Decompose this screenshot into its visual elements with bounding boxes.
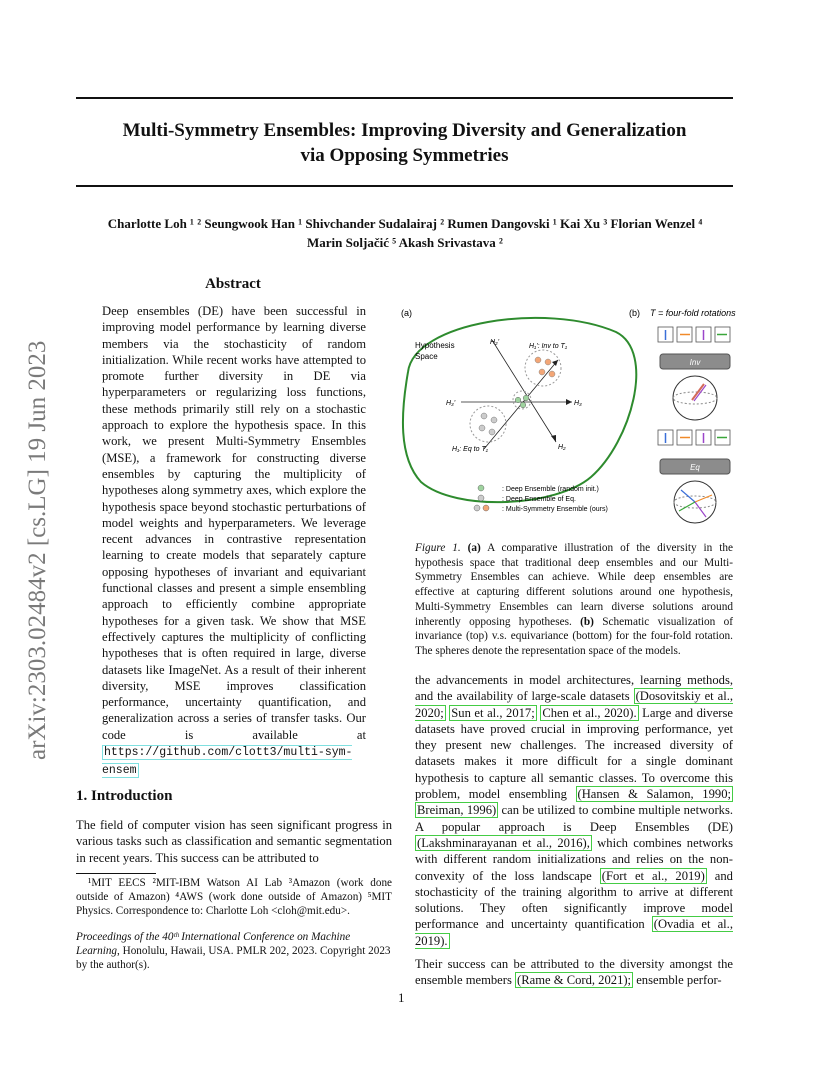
arrowhead-h3	[566, 399, 572, 405]
label-h2: H₂	[558, 444, 566, 451]
abstract-body: Deep ensembles (DE) have been successful in improving model performance by learning diverse members via the stochasticity of random initialization. While recent works have attempted to promote further diversity in DE via hyperparameters or regularizing loss functions, these methods primarily still rely on a stochastic approach to explore the hypothesis space. In this work, we present Multi-Symmetry Ensembles (MSE), a framework for constructing diverse ensembles by capturing the multiplicity of hypotheses along symmetry axes, which explore the hypothesis space beyond stochastic perturbations of model weights and hyperparameters. We leverage recent advances in contrastive representation learning to create models that separately capture opposing hypotheses of invariant and equivariant functional classes and present a simple ensembling approach to efficiently combine appropriate hypotheses for a given task. We show that MSE effectively captures the multiplicity of conflicting hypotheses that is often required in large, diverse datasets like ImageNet. As a result of their inherent diversity, MSE improves classification performance, uncertainty quantification, and generalization across a series of transfer tasks. Our code is available at https://github.com/clott3/multi-sym-ensem	[102, 304, 366, 778]
arrowhead-h2	[551, 435, 556, 442]
intro-paragraph: The field of computer vision has seen significant progress in various tasks such as classification and semantic segmentation in recent years. This success can be attributed to	[76, 818, 392, 865]
section-heading-introduction: 1. Introduction	[76, 788, 173, 804]
paper-title: Multi-Symmetry Ensembles: Improving Diversity and Generalization via Opposing Symmetries	[122, 120, 687, 166]
paragraph: the advancements in model architectures, learning methods, and the availability of large-scale datasets (Dosovitskiy et al., 2020; Sun et al., 2017; Chen et al., 2020). Large and diverse datasets have proved crucial in improving performance, yet they present new challenges. The increased diversity of datasets makes it more difficult for a single dominant hypothesis to capture all semantic classes. To overcome this problem, model ensembling (Hansen & Salamon, 1990; Breiman, 1996) can be utilized to combine multiple networks. A popular approach is Deep Ensembles (DE) (Lakshminarayanan et al., 2016), which combines networks with different random initializations and relies on the non-convexity of the loss landscape (Fort et al., 2019) and stochasticity of the training algorithm to arrive at different solutions. They often significantly improve model performance and uncertainty quantification (Ovadia et al., 2019).	[415, 673, 734, 948]
panel-b-label: (b)	[629, 308, 640, 318]
arxiv-stamp: arXiv:2303.02484v2 [cs.LG] 19 Jun 2023	[24, 340, 51, 760]
author-list: Charlotte Loh ¹ ² Seungwook Han ¹ Shivchander Sudalairaj ² Rumen Dangovski ¹ Kai Xu ³ Florian Wenzel ⁴ Marin Soljačić ⁵ Akash Srivastava ²	[107, 216, 703, 250]
de-member	[523, 395, 529, 401]
legend-mse: : Multi-Symmetry Ensemble (ours)	[502, 506, 608, 513]
label-h1-prime: H₁': Inv to T₁	[529, 343, 568, 350]
eq-member	[491, 417, 497, 423]
page-number: 1	[398, 990, 405, 1005]
citation-link[interactable]: (Hansen & Salamon, 1990;	[577, 787, 731, 802]
arrowhead-h1	[552, 360, 558, 366]
eq-member	[489, 429, 495, 435]
legend-mse-marker-1	[474, 505, 480, 511]
legend-de: : Deep Ensemble (random init.)	[502, 486, 599, 493]
label-h3-prime: H₃'	[446, 400, 456, 407]
proceedings-note: Proceedings of the 40ᵗʰ International Conference on Machine Learning, Honolulu, Hawaii, USA. PMLR 202, 2023. Copyright 2023 by the author(s).	[76, 931, 391, 971]
legend-eq: : Deep Ensemble of Eq.	[502, 496, 576, 503]
inv-box-label: Inv	[689, 358, 701, 367]
panel-b-title: T = four-fold rotations	[650, 308, 736, 318]
citation-link[interactable]: Sun et al., 2017;	[451, 705, 535, 720]
legend-eq-marker	[478, 495, 484, 501]
inv-member	[545, 359, 551, 365]
inv-member	[539, 369, 545, 375]
citation-link[interactable]: (Fort et al., 2019)	[601, 868, 705, 883]
affiliation-footnote: ¹MIT EECS ²MIT-IBM Watson AI Lab ³Amazon (work done outside of Amazon) ⁴AWS (work done outside of Amazon) ⁵MIT Physics. Correspondence to: Charlotte Loh <cloh@mit.edu>.	[76, 877, 392, 917]
right-column-text	[415, 672, 733, 996]
inv-panel	[658, 327, 730, 420]
label-h3: H₃	[574, 400, 582, 407]
top-rule	[76, 97, 733, 99]
paragraph: Their success can be attributed to the diversity amongst the ensemble members (Rame & Cord, 2021); ensemble perfor-	[415, 957, 733, 988]
legend-de-marker	[478, 485, 484, 491]
panel-a-label: (a)	[401, 308, 412, 318]
title-bottom-rule	[76, 185, 733, 187]
citation-link[interactable]: Chen et al., 2020).	[542, 705, 637, 720]
eq-member	[481, 413, 487, 419]
footnote-rule	[76, 873, 156, 874]
citation-link[interactable]: (Rame & Cord, 2021);	[517, 973, 632, 988]
hypothesis-label-1: Hypothesis	[415, 341, 455, 350]
label-h1-eq: H₁: Eq to T₁	[452, 446, 488, 453]
de-member	[515, 397, 521, 403]
inv-cluster	[525, 350, 561, 386]
eq-panel	[658, 430, 730, 523]
citation-link[interactable]: (Lakshminarayanan et al., 2016),	[417, 835, 590, 850]
hypothesis-label-2: Space	[415, 352, 438, 361]
citation-link[interactable]: Breiman, 1996)	[417, 803, 497, 818]
citation-link[interactable]: (Dosovitskiy et al., 2020;	[415, 689, 733, 720]
legend-mse-marker-2	[483, 505, 489, 511]
inv-member	[535, 357, 541, 363]
code-link[interactable]: https://github.com/clott3/multi-sym-ensem	[102, 746, 353, 778]
eq-box-label: Eq	[690, 463, 700, 472]
abstract-heading: Abstract	[205, 276, 261, 292]
eq-member	[479, 425, 485, 431]
label-h2-prime: H₂'	[490, 339, 500, 346]
de-member	[520, 402, 526, 408]
eq-cluster	[470, 406, 506, 442]
figure-1	[396, 302, 746, 524]
citation-link[interactable]: (Ovadia et al., 2019).	[415, 917, 733, 948]
figure-1-caption: Figure 1. (a) A comparative illustration of the diversity in the hypothesis space that traditional deep ensembles and our Multi-Symmetry Ensembles can achieve. While deep ensembles are effective at capturing different solutions around one hypothesis, Multi-Symmetry Ensembles can learn diverse solutions around inherently opposing hypotheses. (b) Schematic visualization of invariance (top) v.s. equivariance (bottom) for the four-fold rotation. The spheres denote the representation space of the models.	[415, 542, 734, 657]
inv-member	[549, 371, 555, 377]
